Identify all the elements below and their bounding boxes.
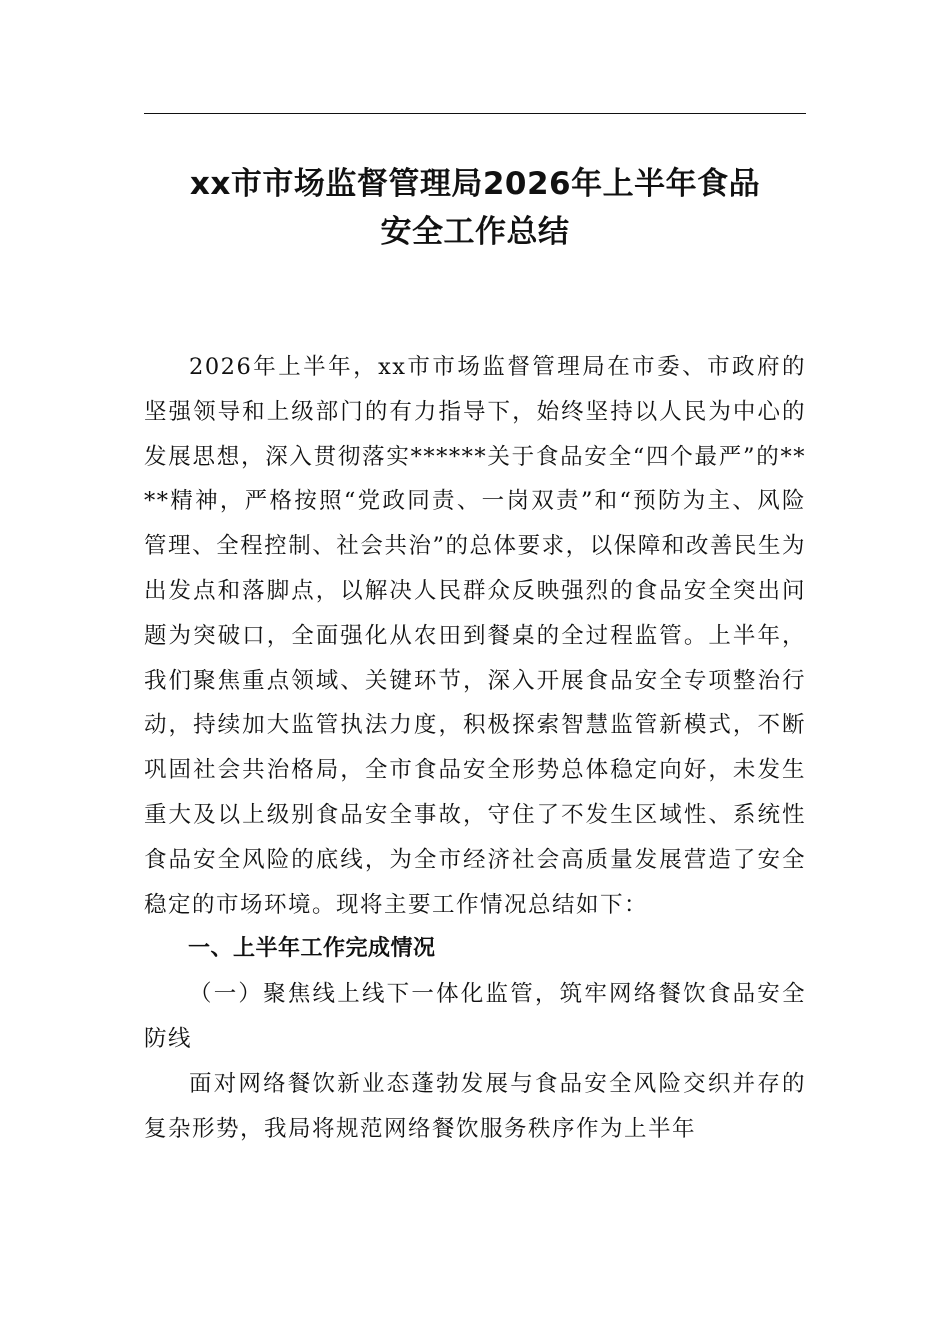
document-body [144, 345, 806, 1151]
intro-paragraph: 2026年上半年，xx市市场监督管理局在市委、市政府的坚强领导和上级部门的有力指导下，始终坚持以人民为中心的发展思想，深入贯彻落实******关于食品安全“四个最严”的****精神，严格按照“党政同责、一岗双责”和“预防为主、风险管理、全程控制、社会共治”的总体要求，以保障和改善民生为出发点和落脚点，以解决人民群众反映强烈的食品安全突出问题为突破口，全面强化从农田到餐桌的全过程监管。上半年，我们聚焦重点领域、关键环节，深入开展食品安全专项整治行动，持续加大监管执法力度，积极探索智慧监管新模式，不断巩固社会共治格局，全市食品安全形势总体稳定向好，未发生重大及以上级别食品安全事故，守住了不发生区域性、系统性食品安全风险的底线，为全市经济社会高质量发展营造了安全稳定的市场环境。现将主要工作情况总结如下： [144, 354, 806, 918]
title-line-1: xx市市场监督管理局2026年上半年食品 [189, 166, 761, 202]
subsection-paragraph: 面对网络餐饮新业态蓬勃发展与食品安全风险交织并存的复杂形势，我局将规范网络餐饮服务秩序作为上半年 [144, 1070, 806, 1142]
title-line-2: 安全工作总结 [380, 214, 570, 250]
section-heading: 一、上半年工作完成情况 [188, 936, 436, 962]
header-rule [144, 113, 806, 114]
subsection-heading: （一）聚焦线上线下一体化监管，筑牢网络餐饮食品安全防线 [144, 981, 806, 1052]
document-title [144, 160, 806, 256]
